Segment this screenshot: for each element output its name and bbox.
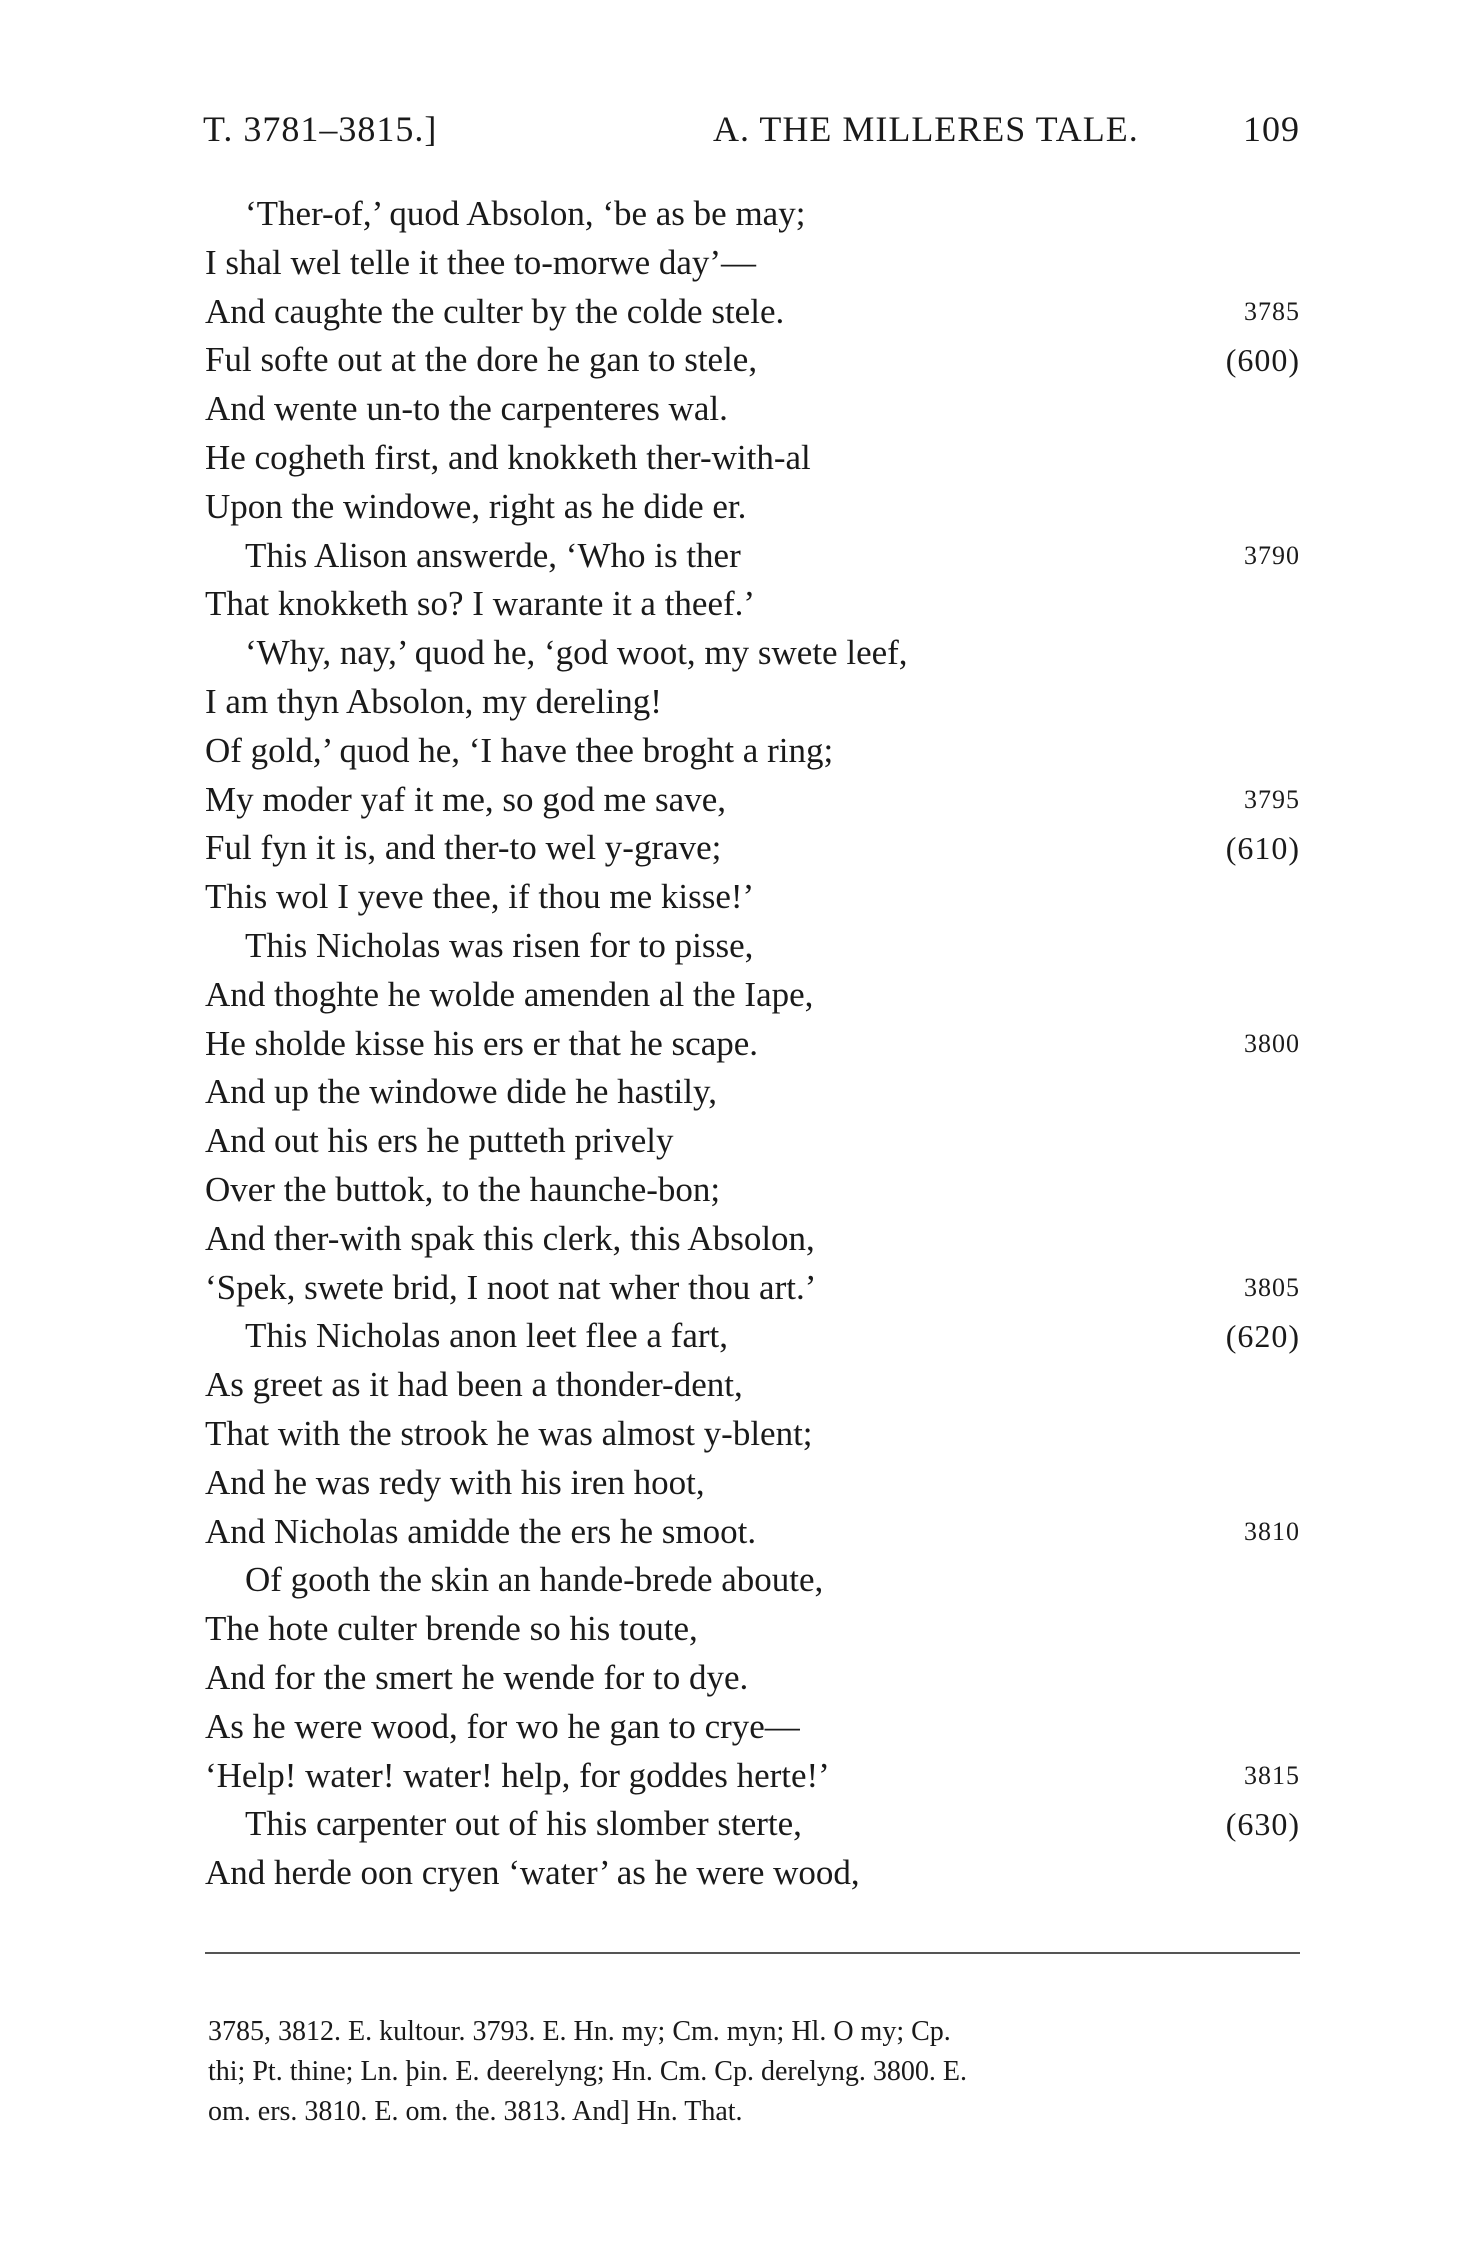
verse-text: That with the strook he was almost y-blent; xyxy=(205,1413,813,1453)
footnote-divider xyxy=(205,1952,1300,1954)
verse-line xyxy=(205,1020,1300,1069)
footnote-line: thi; Pt. thine; Ln. þin. E. deerelyng; Hn. Cm. Cp. derelyng. 3800. E. xyxy=(208,2056,968,2087)
verse-text: ‘Help! water! water! help, for goddes herte!’ xyxy=(205,1755,830,1795)
verse-text: ‘Spek, swete brid, I noot nat wher thou art.’ xyxy=(205,1267,817,1307)
verse-text: He cogheth first, and knokketh ther-with-al xyxy=(205,437,811,477)
verse-line xyxy=(205,1264,1300,1313)
footnote-line: 3785, 3812. E. kultour. 3793. E. Hn. my; Cm. myn; Hl. O my; Cp. xyxy=(208,2016,951,2047)
verse-line xyxy=(205,190,1300,239)
line-number: 3805 xyxy=(1244,1272,1300,1302)
verse-text: Upon the windowe, right as he dide er. xyxy=(205,486,747,526)
verse-text: And herde oon cryen ‘water’ as he were wood, xyxy=(205,1853,860,1893)
verse-line xyxy=(205,532,1300,581)
verse-line xyxy=(205,1703,1300,1752)
line-number: (630) xyxy=(1225,1806,1300,1843)
verse-text: That knokketh so? I warante it a theef.’ xyxy=(205,584,756,624)
verse-text: And ther-with spak this clerk, this Absolon, xyxy=(205,1218,815,1258)
verse-text: This Alison answerde, ‘Who is ther xyxy=(245,535,741,575)
verse-text: My moder yaf it me, so god me save, xyxy=(205,779,727,819)
line-number: (620) xyxy=(1225,1318,1300,1355)
page-title: A. THE MILLERES TALE. xyxy=(713,109,1139,149)
line-number: 3810 xyxy=(1244,1516,1300,1546)
verse-line xyxy=(205,776,1300,825)
footnotes xyxy=(208,2012,1300,2132)
line-number: 3795 xyxy=(1244,784,1300,814)
verse-line xyxy=(205,385,1300,434)
verse-text: And for the smert he wende for to dye. xyxy=(205,1657,749,1697)
verse-text: This wol I yeve thee, if thou me kisse!’ xyxy=(205,877,755,917)
page-number: 109 xyxy=(1243,109,1300,149)
verse-line xyxy=(205,1068,1300,1117)
verse-text: I shal wel telle it thee to-morwe day’— xyxy=(205,242,757,282)
verse-line xyxy=(205,873,1300,922)
verse-line xyxy=(205,288,1300,337)
verse-line xyxy=(205,1556,1300,1605)
verse-text: And wente un-to the carpenteres wal. xyxy=(205,389,728,429)
verse-line xyxy=(205,1800,1300,1849)
verse-text: As greet as it had been a thonder-dent, xyxy=(205,1365,743,1405)
verse-text: Ful fyn it is, and ther-to wel y-grave; xyxy=(205,828,722,868)
verse-text: The hote culter brende so his toute, xyxy=(205,1609,698,1649)
line-number: (600) xyxy=(1225,342,1300,379)
verse-line xyxy=(205,434,1300,483)
verse-text: And caughte the culter by the colde stele. xyxy=(205,291,785,331)
verse-line xyxy=(205,1117,1300,1166)
verse-line xyxy=(205,1361,1300,1410)
verse-text: Over the buttok, to the haunche-bon; xyxy=(205,1169,721,1209)
verse-text: I am thyn Absolon, my dereling! xyxy=(205,681,662,721)
verse-line xyxy=(205,1508,1300,1557)
verse-text: As he were wood, for wo he gan to crye— xyxy=(205,1706,800,1746)
verse-text: This Nicholas anon leet flee a fart, xyxy=(245,1316,728,1356)
verse-text: Of gold,’ quod he, ‘I have thee broght a ring; xyxy=(205,730,834,770)
verse-text: He sholde kisse his ers er that he scape. xyxy=(205,1023,759,1063)
verse-text: This Nicholas was risen for to pisse, xyxy=(245,925,754,965)
verse-line xyxy=(205,1654,1300,1703)
verse-line xyxy=(205,1166,1300,1215)
poem-text xyxy=(205,190,1300,1898)
line-number: 3785 xyxy=(1244,296,1300,326)
verse-line xyxy=(205,580,1300,629)
verse-line xyxy=(205,1410,1300,1459)
line-number: 3800 xyxy=(1244,1028,1300,1058)
verse-line xyxy=(205,239,1300,288)
verse-text: ‘Why, nay,’ quod he, ‘god woot, my swete leef, xyxy=(245,633,908,673)
verse-text: ‘Ther-of,’ quod Absolon, ‘be as be may; xyxy=(245,194,806,233)
verse-line xyxy=(205,1849,1300,1898)
verse-line xyxy=(205,1215,1300,1264)
verse-text: And up the windowe dide he hastily, xyxy=(205,1072,717,1112)
verse-line xyxy=(205,971,1300,1020)
verse-line xyxy=(205,727,1300,776)
footnote-line: om. ers. 3810. E. om. the. 3813. And] Hn. That. xyxy=(208,2096,743,2127)
running-header xyxy=(203,108,1300,158)
verse-line xyxy=(205,1312,1300,1361)
verse-text: Of gooth the skin an hande-brede aboute, xyxy=(245,1560,824,1600)
line-number: 3790 xyxy=(1244,540,1300,570)
verse-line xyxy=(205,1752,1300,1801)
verse-line xyxy=(205,336,1300,385)
verse-line xyxy=(205,483,1300,532)
verse-text: And out his ers he putteth prively xyxy=(205,1121,674,1161)
verse-text: Ful softe out at the dore he gan to stele, xyxy=(205,340,758,380)
verse-text: And he was redy with his iren hoot, xyxy=(205,1462,705,1502)
verse-line xyxy=(205,922,1300,971)
verse-line xyxy=(205,1459,1300,1508)
line-number: 3815 xyxy=(1244,1760,1300,1790)
verse-text: And thoghte he wolde amenden al the Iape, xyxy=(205,974,814,1014)
verse-line xyxy=(205,1605,1300,1654)
verse-text: And Nicholas amidde the ers he smoot. xyxy=(205,1511,757,1551)
verse-line xyxy=(205,678,1300,727)
line-range: T. 3781–3815.] xyxy=(203,109,438,149)
verse-text: This carpenter out of his slomber sterte, xyxy=(245,1804,802,1844)
verse-line xyxy=(205,629,1300,678)
verse-line xyxy=(205,824,1300,873)
line-number: (610) xyxy=(1225,830,1300,867)
